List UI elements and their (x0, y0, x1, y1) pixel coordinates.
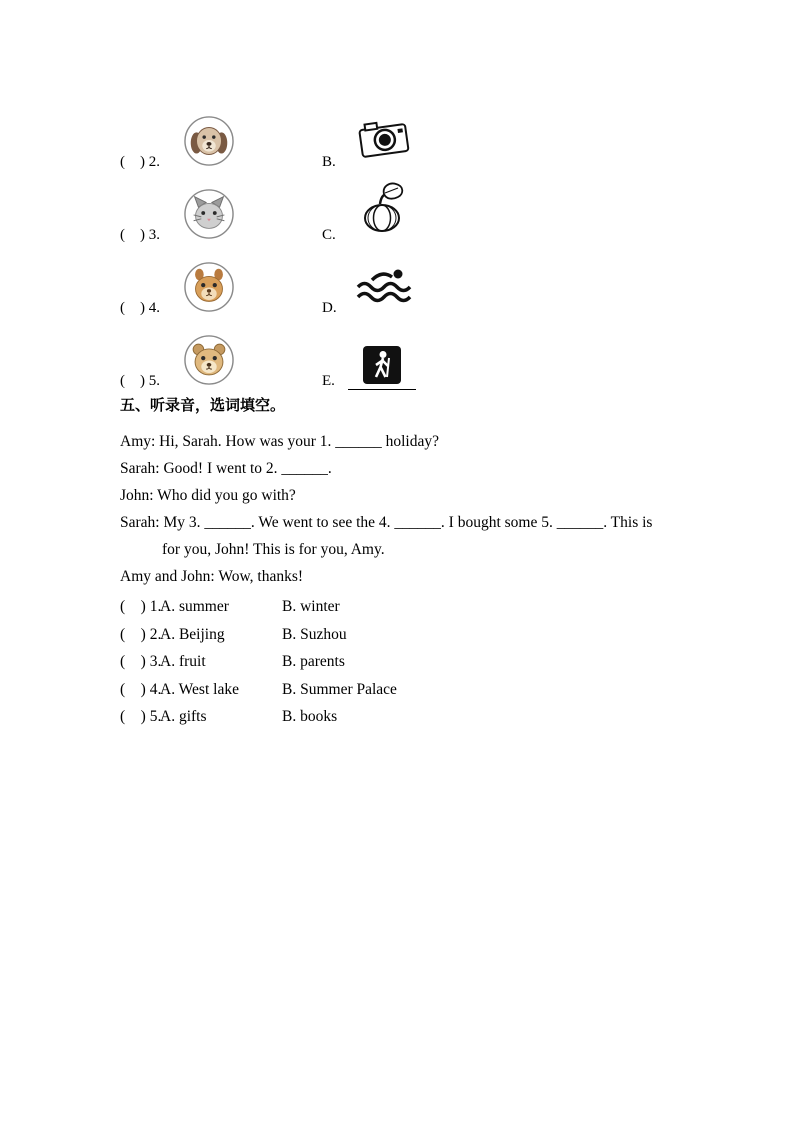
question-row-2 (120, 621, 760, 649)
question-label: ( ) 2. (120, 625, 162, 643)
question-label: ( ) 1. (120, 598, 162, 615)
pumpkin-icon (354, 182, 410, 234)
question-row-4 (120, 676, 760, 704)
match-letter-e: E. (322, 373, 335, 389)
option-a: A. gifts (160, 708, 207, 725)
option-b: B. books (282, 708, 338, 725)
dialogue-line: Amy and John: Wow, thanks! (120, 568, 304, 585)
option-b: B. parents (282, 653, 345, 670)
answer-blank-line (348, 389, 416, 390)
squirrel-face-icon (184, 262, 234, 312)
match-row-4 (120, 244, 760, 317)
match-label-4: ( ) 4. (120, 300, 160, 316)
match-letter-b: B. (322, 154, 336, 170)
match-row-5 (120, 317, 760, 390)
option-a: A. Beijing (160, 625, 225, 643)
dialogue-line-continuation: for you, John! This is for you, Amy. (162, 541, 385, 558)
section-heading: 五、听录音，选词填空。 (120, 398, 286, 414)
dialogue (120, 428, 760, 590)
hiking-sign-icon (362, 345, 402, 385)
option-b: B. Summer Palace (282, 680, 397, 698)
option-a: A. West lake (160, 680, 239, 698)
question-row-5 (120, 703, 760, 731)
option-b: B. Suzhou (282, 625, 347, 643)
question-row-1 (120, 593, 760, 621)
camera-icon (354, 117, 414, 161)
bear-face-icon (184, 335, 234, 385)
match-row-2 (120, 98, 760, 171)
question-label: ( ) 4. (120, 680, 162, 698)
dialogue-line: Amy: Hi, Sarah. How was your 1. ______ holiday? (120, 433, 439, 450)
option-a: A. summer (160, 598, 229, 615)
question-row-3 (120, 648, 760, 676)
question-label: ( ) 3. (120, 653, 162, 670)
dialogue-line: Sarah: My 3. ______. We went to see the 4. ______. I bought some 5. ______. This is (120, 514, 653, 531)
cat-face-icon (184, 189, 234, 239)
hiking-answer-area (348, 345, 416, 390)
match-label-5: ( ) 5. (120, 373, 160, 389)
match-label-2: ( ) 2. (120, 154, 160, 170)
dialogue-line: Sarah: Good! I went to 2. ______. (120, 460, 332, 477)
match-label-3: ( ) 3. (120, 227, 160, 243)
match-letter-c: C. (322, 227, 336, 243)
section-five (120, 396, 760, 731)
dialogue-line: John: Who did you go with? (120, 487, 296, 504)
question-label: ( ) 5. (120, 708, 162, 725)
match-letter-d: D. (322, 300, 337, 316)
option-a: A. fruit (160, 653, 206, 670)
dog-face-icon (184, 116, 234, 166)
matching-section (120, 98, 760, 390)
swimming-icon (354, 265, 416, 307)
option-b: B. winter (282, 598, 340, 615)
question-list (120, 593, 760, 731)
match-row-3 (120, 171, 760, 244)
